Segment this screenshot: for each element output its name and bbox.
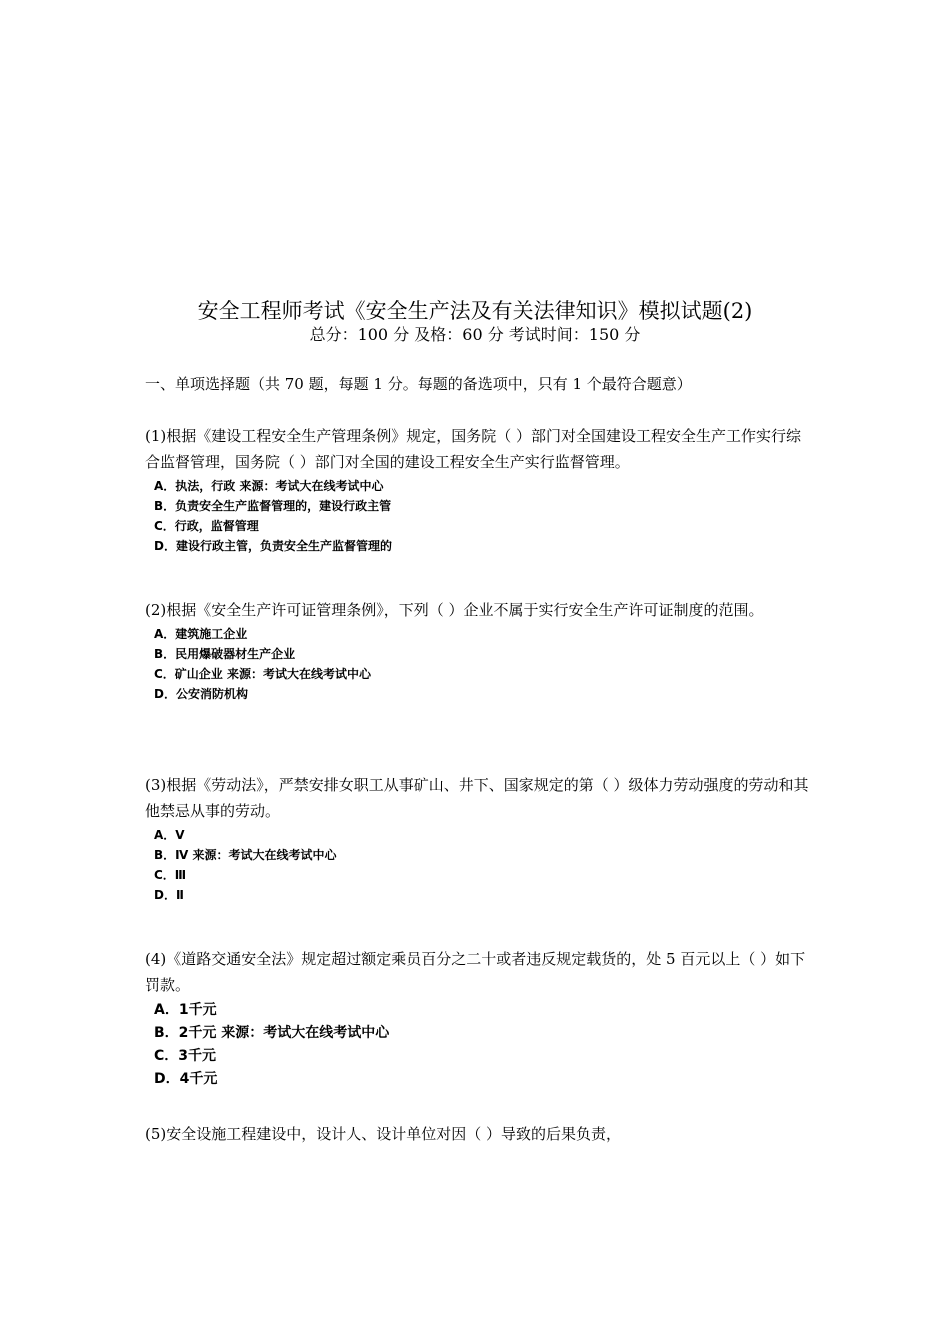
question-stem: (1)根据《建设工程安全生产管理条例》规定，国务院（ ）部门对全国建设工程安全生产工作实行综合监督管理，国务院（ ）部门对全国的建设工程安全生产实行监督管理。 — [145, 427, 802, 471]
question-5 — [145, 1121, 810, 1147]
option-b: B．Ⅳ 来源：考试大在线考试中心 — [154, 848, 337, 862]
option-c: C．行政，监督管理 — [154, 519, 259, 533]
question-2 — [145, 597, 810, 704]
option-b: B．民用爆破器材生产企业 — [154, 647, 296, 661]
option-a: A．建筑施工企业 — [154, 627, 248, 641]
question-stem: (3)根据《劳动法》，严禁安排女职工从事矿山、井下、国家规定的第（ ）级体力劳动强度的劳动和其他禁忌从事的劳动。 — [145, 776, 809, 820]
option-list — [154, 999, 810, 1091]
exam-meta: 总分：100 分 及格：60 分 考试时间：150 分 — [309, 325, 641, 344]
exam-title: 安全工程师考试《安全生产法及有关法律知识》模拟试题(2) — [197, 299, 753, 323]
question-4 — [145, 946, 810, 1091]
option-list — [154, 476, 810, 556]
option-list — [154, 624, 810, 704]
option-a: A．执法，行政 来源：考试大在线考试中心 — [154, 479, 384, 493]
option-c: C．Ⅲ — [154, 868, 187, 882]
option-c: C．矿山企业 来源：考试大在线考试中心 — [154, 667, 371, 681]
option-c: C．3千元 — [154, 1048, 217, 1064]
question-3 — [145, 772, 810, 905]
question-stem: (5)安全设施工程建设中，设计人、设计单位对因（ ）导致的后果负责， — [145, 1125, 622, 1143]
question-stem: (4)《道路交通安全法》规定超过额定乘员百分之二十或者违反规定载货的，处 5 百元以上（ ）如下罚款。 — [145, 950, 806, 994]
option-a: A．1千元 — [154, 1002, 217, 1018]
option-d: D．Ⅱ — [154, 888, 184, 902]
section-heading: 一、单项选择题（共 70 题，每题 1 分。每题的备选项中，只有 1 个最符合题意） — [145, 375, 692, 393]
option-b: B．2千元 来源：考试大在线考试中心 — [154, 1025, 390, 1041]
option-b: B．负责安全生产监督管理的，建设行政主管 — [154, 499, 392, 513]
option-d: D．公安消防机构 — [154, 687, 248, 701]
option-a: A．V — [154, 828, 185, 842]
question-1 — [145, 423, 810, 556]
question-stem: (2)根据《安全生产许可证管理条例》，下列（ ）企业不属于实行安全生产许可证制度的范围。 — [145, 601, 764, 619]
option-d: D．4千元 — [154, 1071, 218, 1087]
option-d: D．建设行政主管，负责安全生产监督管理的 — [154, 539, 392, 553]
option-list — [154, 825, 810, 905]
